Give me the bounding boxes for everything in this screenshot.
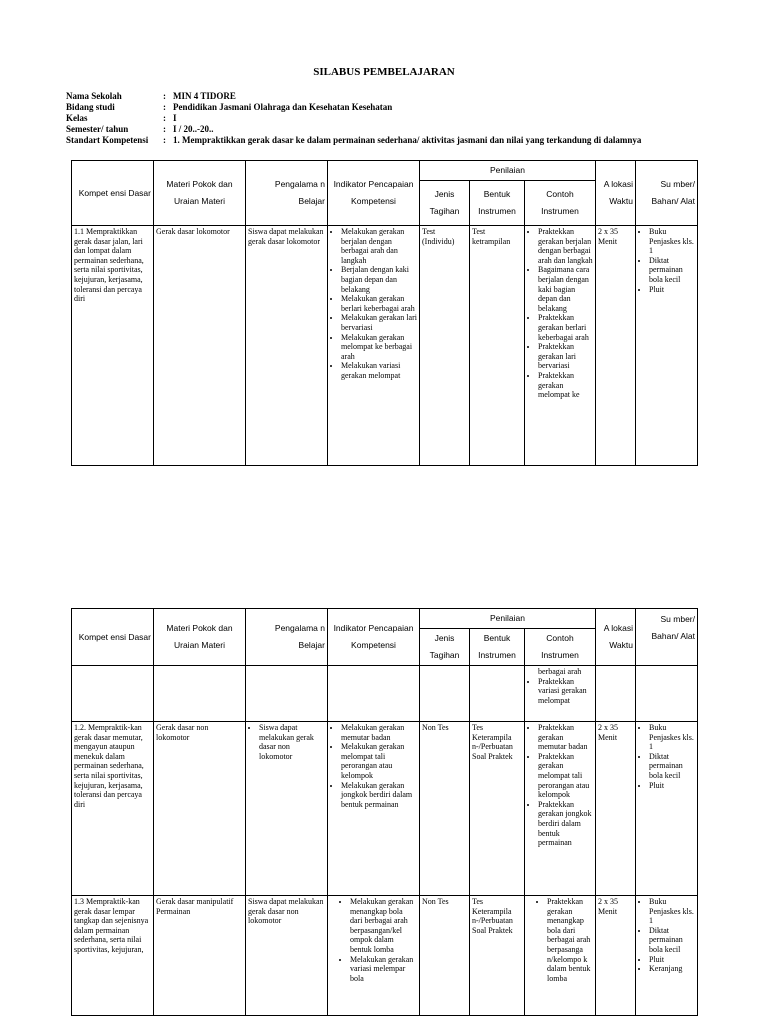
header-sumber: Su mber/ Bahan/ Alat xyxy=(636,609,698,666)
bentuk-cell: Tes Keterampila n-/Perbuatan Soal Praktek xyxy=(470,896,525,1016)
header-kd: Kompet ensi Dasar xyxy=(72,161,154,226)
document-title: SILABUS PEMBELAJARAN xyxy=(313,66,455,78)
kd-cell: 1.2. Mempraktik-kan gerak dasar memutar, mengayun ataupun menekuk dalam permainan sederhana, serta nilai sportivitas, kejujuran, kerjasama, toleransi dan percaya diri xyxy=(72,722,154,896)
pengalaman-cell: Siswa dapat melakukan gerak dasar non lokomotor xyxy=(246,896,328,1016)
header-penilaian: Penilaian xyxy=(420,161,596,181)
info-block xyxy=(66,91,641,146)
table-row xyxy=(72,896,698,1016)
header-penilaian: Penilaian xyxy=(420,609,596,629)
indikator-cell: • Melakukan gerakan memutar badan • Melakukan gerakan melompat tali perorangan atau kelompok • Melakukan gerakan jongkok berdiri dalam bentuk permainan xyxy=(328,722,420,896)
header-materi: Materi Pokok dan Uraian Materi xyxy=(154,161,246,226)
info-row: Nama Sekolah : MIN 4 TIDORE xyxy=(66,91,236,101)
header-jenis: Jenis Tagihan xyxy=(420,181,470,226)
kd-cell: 1.1 Mempraktikkan gerak dasar jalan, lari dan lompat dalam permainan sederhana, serta nilai sportivitas, kejujuran, kerjasama, toleransi dan percaya diri xyxy=(72,226,154,466)
table-row xyxy=(72,722,698,896)
sumber-cell: • Buku Penjaskes kls. 1 • Diktat permainan bola kecil • Pluit • Keranjang xyxy=(636,896,698,1016)
contoh-cell: berbagai arah • Praktekkan variasi gerakan melompat xyxy=(525,666,596,722)
header-bentuk: Bentuk Instrumen xyxy=(470,629,525,666)
materi-cell: Gerak dasar non lokomotor xyxy=(154,722,246,896)
header-alokasi: A lokasi Waktu xyxy=(596,161,636,226)
syllabus-table-1 xyxy=(71,160,698,466)
header-pengalaman: Pengalama n Belajar xyxy=(246,609,328,666)
header-pengalaman: Pengalama n Belajar xyxy=(246,161,328,226)
bentuk-cell: Tes Keterampila n-/Perbuatan Soal Praktek xyxy=(470,722,525,896)
jenis-cell: Non Tes xyxy=(420,896,470,1016)
header-contoh: Contoh Instrumen xyxy=(525,181,596,226)
header-sumber: Su mber/ Bahan/ Alat xyxy=(636,161,698,226)
header-jenis: Jenis Tagihan xyxy=(420,629,470,666)
contoh-cell: • Praktekkan gerakan menangkap bola dari berbagai arah berpasanga n/kelompo k dalam bentuk lomba xyxy=(525,896,596,1016)
contoh-cell: • Praktekkan gerakan berjalan dengan berbagai arah dan langkah • Bagaimana cara berjalan dengan kaki bagian depan dan belakang • Praktekkan gerakan berlari keberbagai arah • Praktekkan gerakan lari bervariasi • Praktekkan gerakan melompat ke xyxy=(525,226,596,466)
info-row: Bidang studi : Pendidikan Jasmani Olahraga dan Kesehatan Kesehatan xyxy=(66,102,393,112)
jenis-cell: Test (Individu) xyxy=(420,226,470,466)
indikator-cell: • Melakukan gerakan menangkap bola dari berbagai arah berpasangan/kel ompok dalam bentuk lomba • Melakukan gerakan variasi melempar bola xyxy=(328,896,420,1016)
info-row: Standart Kompetensi : 1. Mempraktikkan gerak dasar ke dalam permainan sederhana/ aktivitas jasmani dan nilai yang terkandung di dalamnya xyxy=(66,135,642,145)
pengalaman-cell: Siswa dapat melakukan gerak dasar lokomotor xyxy=(246,226,328,466)
alokasi-cell: 2 x 35 Menit xyxy=(596,722,636,896)
header-materi: Materi Pokok dan Uraian Materi xyxy=(154,609,246,666)
table-row xyxy=(72,226,698,466)
jenis-cell: Non Tes xyxy=(420,722,470,896)
bentuk-cell: Test ketrampilan xyxy=(470,226,525,466)
header-alokasi: A lokasi Waktu xyxy=(596,609,636,666)
alokasi-cell: 2 x 35 Menit xyxy=(596,226,636,466)
materi-cell: Gerak dasar manipulatif Permainan xyxy=(154,896,246,1016)
indikator-cell: • Melakukan gerakan berjalan dengan berbagai arah dan langkah • Berjalan dengan kaki bagian depan dan belakang • Melakukan gerakan berlari keberbagai arah • Melakukan gerakan lari bervariasi • Melakukan gerakan melompat ke berbagai arah • Melakukan variasi gerakan melompat xyxy=(328,226,420,466)
header-bentuk: Bentuk Instrumen xyxy=(470,181,525,226)
header-kd: Kompet ensi Dasar xyxy=(72,609,154,666)
header-indikator: Indikator Pencapaian Kompetensi xyxy=(328,161,420,226)
contoh-cell: • Praktekkan gerakan memutar badan • Praktekkan gerakan melompat tali perorangan atau kelompok • Praktekkan gerakan jongkok berdiri dalam bentuk permainan xyxy=(525,722,596,896)
header-indikator: Indikator Pencapaian Kompetensi xyxy=(328,609,420,666)
pengalaman-cell: • Siswa dapat melakukan gerak dasar non lokomotor xyxy=(246,722,328,896)
sumber-cell: • Buku Penjaskes kls. 1 • Diktat permainan bola kecil • Pluit xyxy=(636,226,698,466)
kd-cell: 1.3 Mempraktik-kan gerak dasar lempar tangkap dan sejenisnya dalam permainan sederhana, serta nilai sportivitas, kejujuran, xyxy=(72,896,154,1016)
alokasi-cell: 2 x 35 Menit xyxy=(596,896,636,1016)
materi-cell: Gerak dasar lokomotor xyxy=(154,226,246,466)
syllabus-table-2 xyxy=(71,608,698,1016)
table-row xyxy=(72,666,698,722)
sumber-cell: • Buku Penjaskes kls. 1 • Diktat permainan bola kecil • Pluit xyxy=(636,722,698,896)
header-contoh: Contoh Instrumen xyxy=(525,629,596,666)
info-row: Kelas : I xyxy=(66,113,177,123)
info-row: Semester/ tahun : I / 20..-20.. xyxy=(66,124,214,134)
